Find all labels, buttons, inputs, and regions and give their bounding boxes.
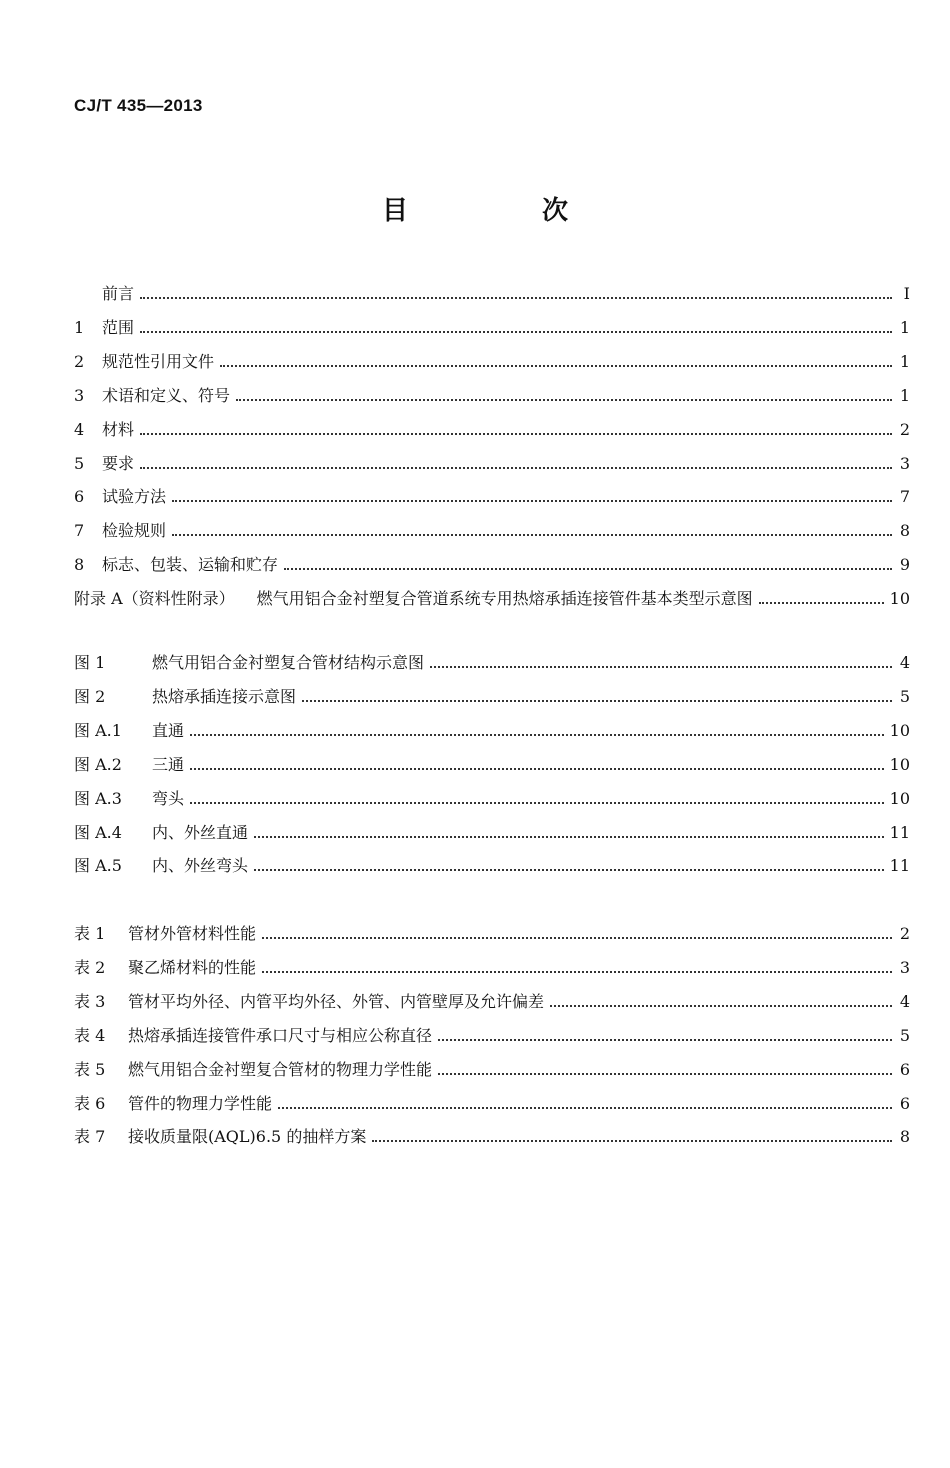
toc-entry-number: 3 [74, 385, 85, 405]
table-entry-page: 3 [899, 957, 910, 977]
table-entry-label: 管件的物理力学性能 [128, 1093, 273, 1113]
toc-entry[interactable] [74, 350, 910, 374]
toc-entry[interactable] [74, 587, 910, 611]
table-entry[interactable] [74, 922, 910, 946]
table-entry-page: 4 [899, 991, 910, 1011]
figure-entry-page: 10 [889, 720, 910, 740]
dot-leader [140, 433, 892, 435]
table-entry-number: 表 3 [74, 991, 106, 1011]
toc-entry-label: 试验方法 [102, 487, 167, 507]
figure-entry[interactable] [74, 787, 910, 811]
figure-entry[interactable] [74, 854, 910, 878]
dot-leader [438, 1073, 892, 1075]
table-entry-number: 表 2 [74, 957, 106, 977]
toc-entry-page: 1 [899, 317, 910, 337]
dot-leader [140, 331, 892, 333]
toc-entry-label: 标志、包装、运输和贮存 [102, 555, 279, 575]
table-entry-page: 5 [899, 1025, 910, 1045]
figure-entry[interactable] [74, 651, 910, 675]
toc-entry-number: 7 [74, 521, 85, 541]
figure-entry-label: 内、外丝直通 [152, 822, 249, 842]
dot-leader [254, 869, 884, 871]
toc-entry-number: 4 [74, 419, 85, 439]
figure-entry-number: 图 1 [74, 653, 106, 672]
page-title: 目 次 [381, 196, 622, 226]
toc-entry-label: 要求 [102, 453, 135, 473]
figure-entry-label: 热熔承插连接示意图 [152, 686, 297, 706]
figure-entry-label: 燃气用铝合金衬塑复合管材结构示意图 [152, 653, 425, 672]
table-entry[interactable] [74, 1024, 910, 1048]
dot-leader [759, 602, 884, 604]
figure-entry-page: 10 [889, 754, 910, 774]
figure-entry-number: 图 A.2 [74, 754, 122, 774]
toc-entry[interactable] [74, 553, 910, 577]
toc-entry-page: 7 [899, 487, 910, 507]
table-entry-label: 接收质量限(AQL)6.5 的抽样方案 [128, 1127, 367, 1147]
toc-entry[interactable] [74, 519, 910, 543]
toc-entry[interactable] [74, 282, 910, 306]
figure-entry[interactable] [74, 753, 910, 777]
table-entry-page: 6 [899, 1059, 910, 1079]
toc-entry-page: 2 [899, 419, 910, 439]
dot-leader [302, 700, 892, 702]
dot-leader [278, 1107, 892, 1109]
toc-entry-label: 规范性引用文件 [102, 351, 215, 371]
dot-leader [438, 1039, 892, 1041]
figure-entry-number: 图 A.5 [74, 856, 122, 876]
table-entry-number: 表 5 [74, 1059, 106, 1079]
standard-code: CJ/T 435—2013 [74, 96, 203, 115]
dot-leader [372, 1140, 892, 1142]
figure-entry[interactable] [74, 821, 910, 845]
toc-entry[interactable] [74, 452, 910, 476]
dot-leader [262, 971, 892, 973]
table-entry-page: 6 [899, 1093, 910, 1113]
figure-entry-label: 弯头 [152, 788, 185, 808]
toc-entry-number: 2 [74, 351, 85, 371]
dot-leader [190, 802, 884, 804]
toc-entry[interactable] [74, 384, 910, 408]
table-entry[interactable] [74, 956, 910, 980]
table-entry[interactable] [74, 990, 910, 1014]
dot-leader [140, 467, 892, 469]
dot-leader [430, 666, 892, 668]
figure-entry-number: 图 A.3 [74, 788, 122, 808]
dot-leader [140, 297, 892, 299]
toc-entry[interactable] [74, 316, 910, 340]
figure-entry[interactable] [74, 685, 910, 709]
figure-entry-page: 11 [889, 856, 910, 876]
dot-leader [172, 534, 892, 536]
toc-entry-page: 8 [899, 521, 910, 541]
figure-entry-label: 内、外丝弯头 [152, 856, 249, 876]
toc-entry-label: 燃气用铝合金衬塑复合管道系统专用热熔承插连接管件基本类型示意图 [256, 589, 753, 609]
toc-entry-page: 10 [889, 589, 910, 609]
table-entry-label: 聚乙烯材料的性能 [128, 957, 257, 977]
dot-leader [284, 568, 892, 570]
table-entry-number: 表 1 [74, 924, 106, 943]
table-entry-label: 管材平均外径、内管平均外径、外管、内管壁厚及允许偏差 [128, 991, 545, 1011]
table-entry[interactable] [74, 1058, 910, 1082]
toc-entry-page: 1 [899, 385, 910, 405]
figure-entry-label: 三通 [152, 754, 185, 774]
figure-entry-page: 11 [889, 822, 910, 842]
figure-entry-page: 4 [899, 653, 910, 672]
dot-leader [220, 365, 892, 367]
dot-leader [236, 399, 892, 401]
table-entry-number: 表 7 [74, 1127, 106, 1147]
toc-entry-label: 检验规则 [102, 521, 167, 541]
figure-entry-number: 图 A.4 [74, 822, 122, 842]
toc-entry[interactable] [74, 418, 910, 442]
table-entry-number: 表 6 [74, 1093, 106, 1113]
table-entry-label: 热熔承插连接管件承口尺寸与相应公称直径 [128, 1025, 433, 1045]
toc-entry-label: 前言 [102, 284, 135, 303]
toc-entry-page: Ⅰ [903, 284, 910, 303]
toc-entry[interactable] [74, 485, 910, 509]
dot-leader [254, 836, 884, 838]
figure-entry[interactable] [74, 719, 910, 743]
dot-leader [172, 500, 892, 502]
table-entry-page: 2 [899, 924, 910, 943]
table-entry-page: 8 [899, 1127, 910, 1147]
table-entry-label: 管材外管材料性能 [128, 924, 257, 943]
toc-entry-label: 范围 [102, 317, 135, 337]
table-entry-label: 燃气用铝合金衬塑复合管材的物理力学性能 [128, 1059, 433, 1079]
toc-entry-number: 5 [74, 453, 85, 473]
toc-entry-number: 8 [74, 555, 85, 575]
figure-entry-page: 10 [889, 788, 910, 808]
dot-leader [262, 937, 892, 939]
toc-entry-label: 术语和定义、符号 [102, 385, 231, 405]
toc-entry-number: 6 [74, 487, 85, 507]
toc-entry-label: 材料 [102, 419, 135, 439]
toc-entry-number: 附录 A（资料性附录） [74, 589, 235, 609]
toc-entry-page: 9 [899, 555, 910, 575]
figure-entry-number: 图 2 [74, 686, 106, 706]
toc-entry-page: 3 [899, 453, 910, 473]
toc-entry-page: 1 [899, 351, 910, 371]
dot-leader [190, 768, 884, 770]
figure-entry-number: 图 A.1 [74, 720, 122, 740]
table-entry[interactable] [74, 1092, 910, 1116]
table-entry-number: 表 4 [74, 1025, 106, 1045]
dot-leader [550, 1005, 892, 1007]
dot-leader [190, 734, 884, 736]
table-entry[interactable] [74, 1125, 910, 1149]
toc-entry-number: 1 [74, 317, 85, 337]
figure-entry-page: 5 [899, 686, 910, 706]
figure-entry-label: 直通 [152, 720, 185, 740]
